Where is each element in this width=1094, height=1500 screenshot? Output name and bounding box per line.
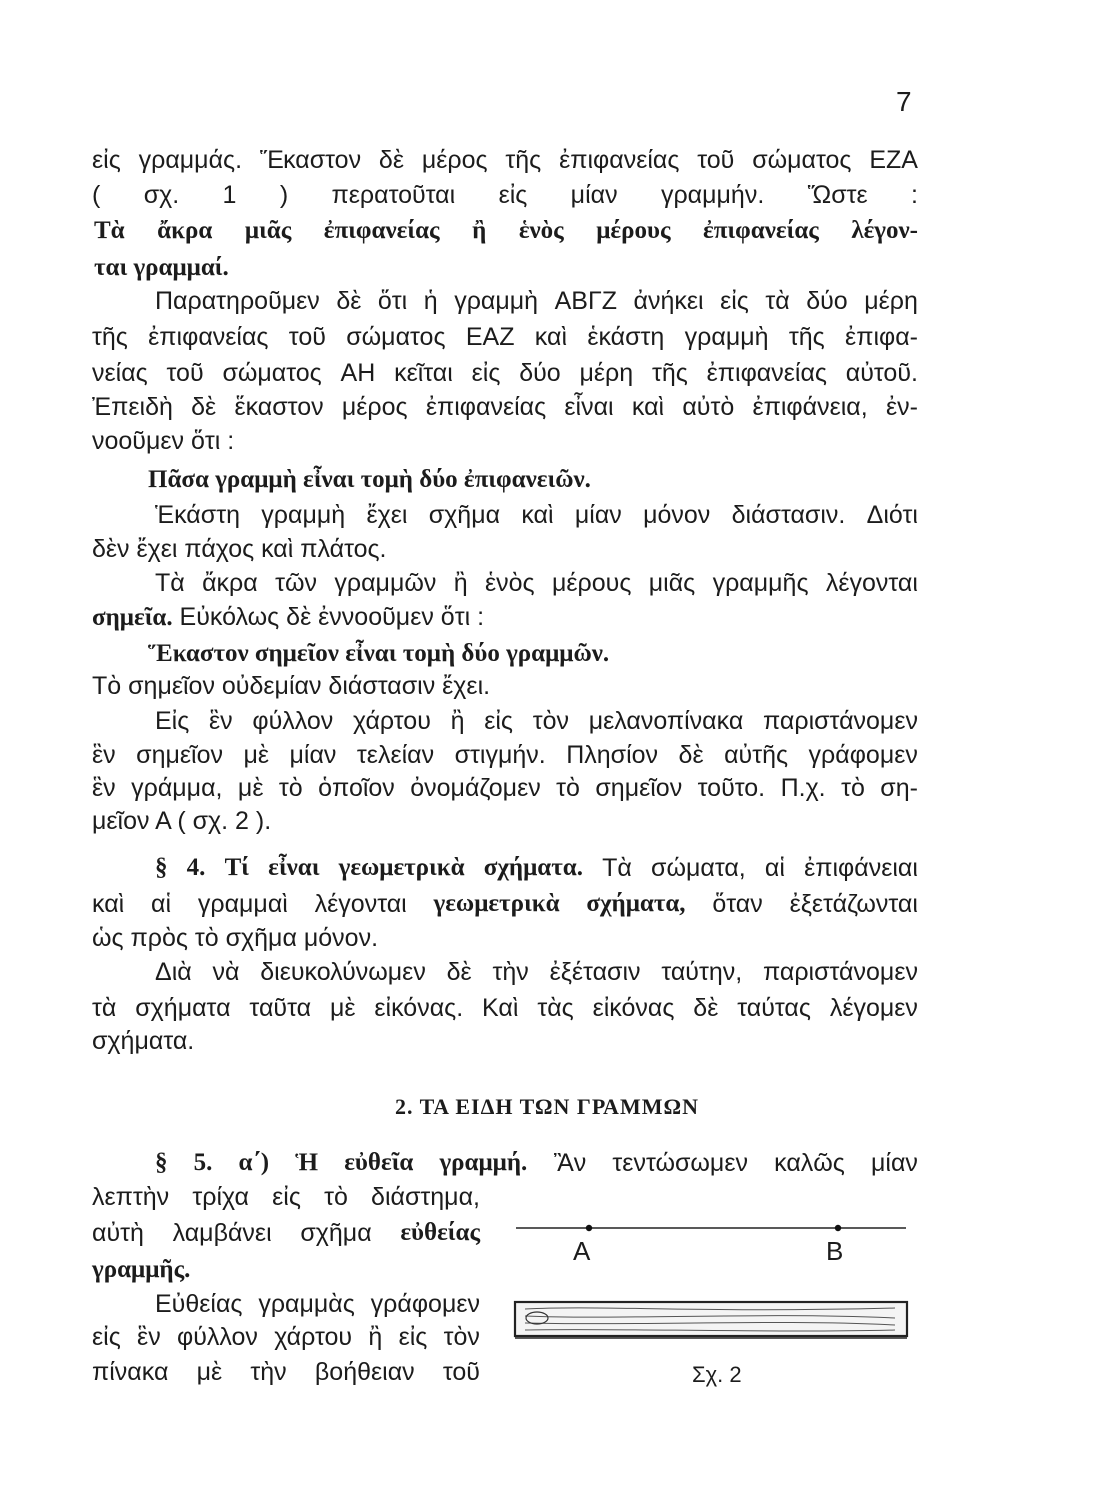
word: δὲ (191, 393, 217, 421)
point-b-label: Β (826, 1236, 844, 1266)
word: ἔχει (366, 501, 408, 529)
word: τὰ (92, 994, 117, 1022)
word: παριστάνομεν (763, 707, 918, 735)
word: ἢ (453, 569, 468, 597)
text-line (92, 1024, 194, 1058)
word: μιᾶς (244, 217, 292, 244)
word: δύο (519, 359, 561, 387)
word: Ἑκάστη (155, 501, 240, 529)
word: ἐπιφανείας (425, 393, 547, 421)
word: μίαν (289, 741, 337, 769)
word: φύλλον (252, 707, 334, 735)
word: ἐπιφανείας (148, 323, 269, 351)
bold-text-segment: ται γραμμαί. (94, 254, 229, 281)
word: τὸ (324, 1183, 348, 1211)
word: Ἂν (553, 1149, 587, 1177)
word: ταύτην, (661, 958, 743, 986)
word: τῆς (788, 323, 825, 351)
word: Ἕκαστον (259, 146, 362, 174)
word: Τὰ (94, 217, 125, 244)
word: ση- (880, 774, 918, 802)
word: τῆς (92, 323, 128, 351)
word: φύλλον (177, 1323, 258, 1351)
bold-text-segment: γραμμῆς. (92, 1256, 191, 1283)
word: τὴν (250, 1358, 287, 1386)
word: ἄκρα (157, 217, 213, 244)
word: ἑνὸς (485, 569, 535, 597)
word: μὲ (243, 741, 270, 769)
word: εὐθείας (400, 1219, 480, 1246)
text-line (92, 921, 378, 955)
word: τελείαν (356, 741, 435, 769)
word: ἓν (92, 741, 116, 769)
text-line (92, 1180, 480, 1214)
word: μίαν (870, 1149, 918, 1177)
text-line (94, 250, 229, 285)
word: τρίχα (192, 1183, 249, 1211)
word: σώματος (346, 323, 446, 351)
word: σώματος (222, 359, 322, 387)
word: νὰ (212, 958, 240, 986)
word: διάστασιν. (731, 501, 846, 529)
word: ἐν- (885, 393, 918, 421)
word: ἢ (368, 1323, 383, 1351)
word: μέρους (551, 569, 632, 597)
word: σώματος (752, 146, 852, 174)
text-line (92, 424, 234, 458)
word: 1 (222, 181, 237, 209)
word: γραμμήν. (660, 181, 765, 209)
word: στιγμήν. (454, 741, 546, 769)
word: γεωμετρικὰ (433, 890, 560, 917)
text-line (92, 669, 490, 703)
word: εἰς (92, 146, 121, 174)
word: Τί (224, 854, 249, 881)
word: γραμμὴ (454, 287, 539, 315)
text-line (155, 704, 918, 738)
word: μέρη (579, 359, 634, 387)
word: ΑΗ (340, 359, 376, 387)
word: ἕκαστον (234, 393, 324, 421)
word: σχήματα (135, 994, 231, 1022)
word: ἓν (137, 1323, 161, 1351)
word: σχήματα, (586, 890, 686, 917)
word: καὶ (521, 501, 554, 529)
text-line (92, 738, 918, 772)
word: Π.χ. (780, 774, 826, 802)
point-b-dot (835, 1225, 841, 1231)
word: ἐπιφανείας (703, 217, 819, 244)
word: ἐπιφανείας (706, 359, 827, 387)
word: δὲ (446, 958, 472, 986)
word: § (155, 854, 168, 881)
word: ἓν (92, 774, 116, 802)
word: αὐτοῦ. (845, 359, 918, 387)
word: εἰκόνας. (374, 994, 464, 1022)
word: σχῆμα (428, 501, 501, 529)
word: γράφομεν (370, 1290, 480, 1318)
text-line (155, 1146, 918, 1180)
word: σημεῖον (136, 741, 223, 769)
ruler-icon (515, 1302, 907, 1338)
word: ἐπιφανείας (323, 217, 440, 244)
word: τεντώσωμεν (612, 1149, 748, 1177)
word: α΄) (238, 1149, 270, 1176)
word: τὸ (278, 774, 303, 802)
word: αἱ (151, 890, 172, 918)
word: Ὥστε (807, 181, 868, 209)
word: ταύτας (737, 994, 811, 1022)
word: Τὰ (602, 854, 632, 882)
text-line (155, 566, 918, 600)
word: τὰ (765, 287, 790, 315)
bold-text-segment: σημεῖα. (92, 604, 173, 631)
text-segment: μεῖον Α ( σχ. 2 ). (92, 807, 272, 835)
word: τὸν (443, 1323, 480, 1351)
word: δὲ (378, 146, 404, 174)
word: ΕΖΑ (869, 146, 918, 174)
text-line (92, 143, 918, 177)
text-segment: νοοῦμεν ὅτι : (92, 427, 235, 455)
word: ἢ (472, 217, 487, 244)
word: τὴν (492, 958, 529, 986)
word: : (911, 181, 918, 209)
word: αὐτὴ (92, 1219, 144, 1247)
text-line (92, 1355, 480, 1389)
word: χάρτου (274, 1323, 353, 1351)
word: περατοῦται (331, 181, 456, 209)
word: τὸν (532, 707, 569, 735)
word: καὶ (631, 393, 665, 421)
word: Διὰ (155, 958, 192, 986)
word: διευκολύνωμεν (260, 958, 426, 986)
word: τοῦ (442, 1358, 480, 1386)
word: Εἰς (155, 707, 190, 735)
word: ὅταν (712, 890, 763, 918)
word: λεπτὴν (92, 1183, 170, 1211)
word: μὲ (196, 1358, 223, 1386)
word: ἐπιφάνειαι (804, 854, 918, 882)
word: σώματα, (651, 854, 746, 882)
word: τῶν (275, 569, 317, 597)
word: κεῖται (394, 359, 453, 387)
word: μελανοπίνακα (588, 707, 744, 735)
word: ἑκάστη (587, 323, 665, 351)
word: νείας (92, 359, 148, 387)
text-segment: Τὸ σημεῖον οὐδεμίαν διάστασιν ἔχει. (92, 672, 491, 700)
word: καλῶς (774, 1149, 845, 1177)
text-line (148, 462, 591, 497)
word: Ἡ (295, 1149, 319, 1176)
word: ΑΒΓΖ (554, 287, 617, 315)
text-line (155, 955, 918, 989)
text-line (92, 178, 918, 212)
section-heading: 2. ΤΑ ΕΙΔΗ ΤΩΝ ΓΡΑΜΜΩΝ (395, 1094, 699, 1119)
text-segment: Εὐκόλως δὲ ἐννοοῦμεν ὅτι : (172, 603, 485, 631)
word: καὶ (92, 890, 125, 918)
word: γραμμῶν (334, 569, 437, 597)
word: λέγομεν (829, 994, 918, 1022)
word: ἐπιφανείας (559, 146, 680, 174)
word: μέρος (421, 146, 488, 174)
word: λέγονται (825, 569, 918, 597)
word: τὸ (841, 774, 865, 802)
word: γραμμάς. (138, 146, 243, 174)
word: ( (92, 181, 101, 209)
word: γεωμετρικὰ (338, 854, 465, 881)
word: τοῦτο. (697, 774, 766, 802)
word: τῆς (652, 359, 688, 387)
word: αὐτῆς (724, 741, 789, 769)
text-line (155, 498, 918, 532)
word: γραμμὰς (258, 1290, 355, 1318)
word: ἑνὸς (518, 217, 564, 244)
word: λέγον- (851, 217, 918, 244)
word: εὐθεῖα (344, 1149, 414, 1176)
text-line (92, 1252, 190, 1287)
word: γράμμα, (131, 774, 223, 802)
word: μὲ (237, 774, 264, 802)
word: καὶ (534, 323, 567, 351)
word: § (155, 1149, 168, 1176)
word: εἰς (92, 1323, 121, 1351)
word: εἰς (272, 1183, 301, 1211)
text-line (92, 600, 484, 635)
word: ταῦτα (249, 994, 312, 1022)
word: λαμβάνει (172, 1219, 272, 1247)
word: διάστημα, (371, 1183, 480, 1211)
word: γραμμαὶ (197, 890, 288, 918)
word: Παρατηροῦμεν (155, 287, 320, 315)
word: Διότι (866, 501, 918, 529)
word: τοῦ (166, 359, 204, 387)
text-line (92, 1216, 480, 1250)
word: 5. (193, 1149, 213, 1176)
word: εἶναι (564, 393, 614, 421)
word: μόνον (643, 501, 711, 529)
word: εἶναι (268, 854, 320, 881)
word: δύο (806, 287, 848, 315)
word: ἡ (423, 287, 438, 315)
word: εἰκόνας (592, 994, 675, 1022)
word: ἢ (450, 707, 465, 735)
text-line (92, 887, 918, 921)
word: τοῦ (288, 323, 326, 351)
text-segment: δὲν ἔχει πάχος καὶ πλάτος. (92, 535, 387, 563)
word: Τὰ (155, 569, 185, 597)
word: βοήθειαν (314, 1358, 415, 1386)
word: μίαν (570, 181, 618, 209)
word: παριστάνομεν (762, 958, 918, 986)
word: χάρτου (353, 707, 431, 735)
text-segment: ὡς πρὸς τὸ σχῆμα μόνον. (92, 924, 379, 952)
word: ) (279, 181, 289, 209)
word: γραμμῆς (712, 569, 809, 597)
point-a-dot (586, 1225, 592, 1231)
text-line (92, 804, 271, 838)
page-number: 7 (896, 86, 912, 117)
word: ἀνήκει (633, 287, 704, 315)
word: ἐπιφάνεια, (752, 393, 868, 421)
text-line (92, 771, 918, 805)
point-a-label: Α (573, 1236, 591, 1266)
bold-text-segment: Ἕκαστον σημεῖον εἶναι τομὴ δύο γραμμῶν. (148, 640, 610, 667)
word: ὀνομάζομεν (410, 774, 541, 802)
word: εἰς (720, 287, 749, 315)
word: δὲ (336, 287, 362, 315)
word: ὅτι (377, 287, 408, 315)
word: ἐξετάζωνται (789, 890, 918, 918)
text-line (148, 636, 609, 671)
word: μίαν (574, 501, 622, 529)
word: τῆς (505, 146, 542, 174)
word: γράφομεν (808, 741, 918, 769)
word: μέρη (864, 287, 918, 315)
word: τὰς (537, 994, 574, 1022)
word: αἱ (764, 854, 785, 882)
text-line (92, 1320, 480, 1354)
text-line (155, 284, 918, 318)
word: μέρος (341, 393, 408, 421)
text-line (92, 390, 918, 424)
word: Ἐπειδὴ (92, 393, 173, 421)
word: τὸ (556, 774, 580, 802)
word: γραμμὴ (261, 501, 346, 529)
word: εἰς (498, 181, 528, 209)
word: ἄκρα (202, 569, 258, 597)
word: δὲ (693, 994, 719, 1022)
text-line (92, 991, 918, 1025)
word: Πλησίον (566, 741, 659, 769)
word: γραμμὴ (684, 323, 769, 351)
word: σημεῖον (595, 774, 683, 802)
word: ἐξέτασιν (549, 958, 641, 986)
word: εἰς (484, 707, 513, 735)
word: λέγονται (314, 890, 407, 918)
text-segment: σχήματα. (92, 1027, 195, 1055)
text-line (94, 214, 918, 248)
figure-caption: Σχ. 2 (692, 1362, 742, 1387)
word: μὲ (329, 994, 356, 1022)
word: αὐτὸ (682, 393, 735, 421)
word: πίνακα (92, 1358, 169, 1386)
word: εἰς (398, 1323, 428, 1351)
word: Εὐθείας (155, 1290, 243, 1318)
word: Καὶ (482, 994, 519, 1022)
word: σχήματα. (483, 854, 583, 881)
word: εἰς (471, 359, 501, 387)
bold-text-segment: Πᾶσα γραμμὴ εἶναι τομὴ δύο ἐπιφανειῶν. (148, 466, 591, 493)
text-line (155, 1287, 480, 1321)
word: σχ. (143, 181, 180, 209)
word: ἐπιφα- (845, 323, 918, 351)
text-line (92, 532, 387, 566)
word: 4. (186, 854, 206, 881)
word: τοῦ (697, 146, 735, 174)
word: γραμμή. (439, 1149, 528, 1176)
word: ἓν (209, 707, 233, 735)
word: σχῆμα (300, 1219, 372, 1247)
word: μέρους (596, 217, 671, 244)
word: ΕΑΖ (465, 323, 515, 351)
text-line (92, 320, 918, 354)
word: ὁποῖον (318, 774, 395, 802)
word: μιᾶς (648, 569, 696, 597)
text-line (92, 356, 918, 390)
word: δὲ (678, 741, 704, 769)
text-line (155, 851, 918, 885)
